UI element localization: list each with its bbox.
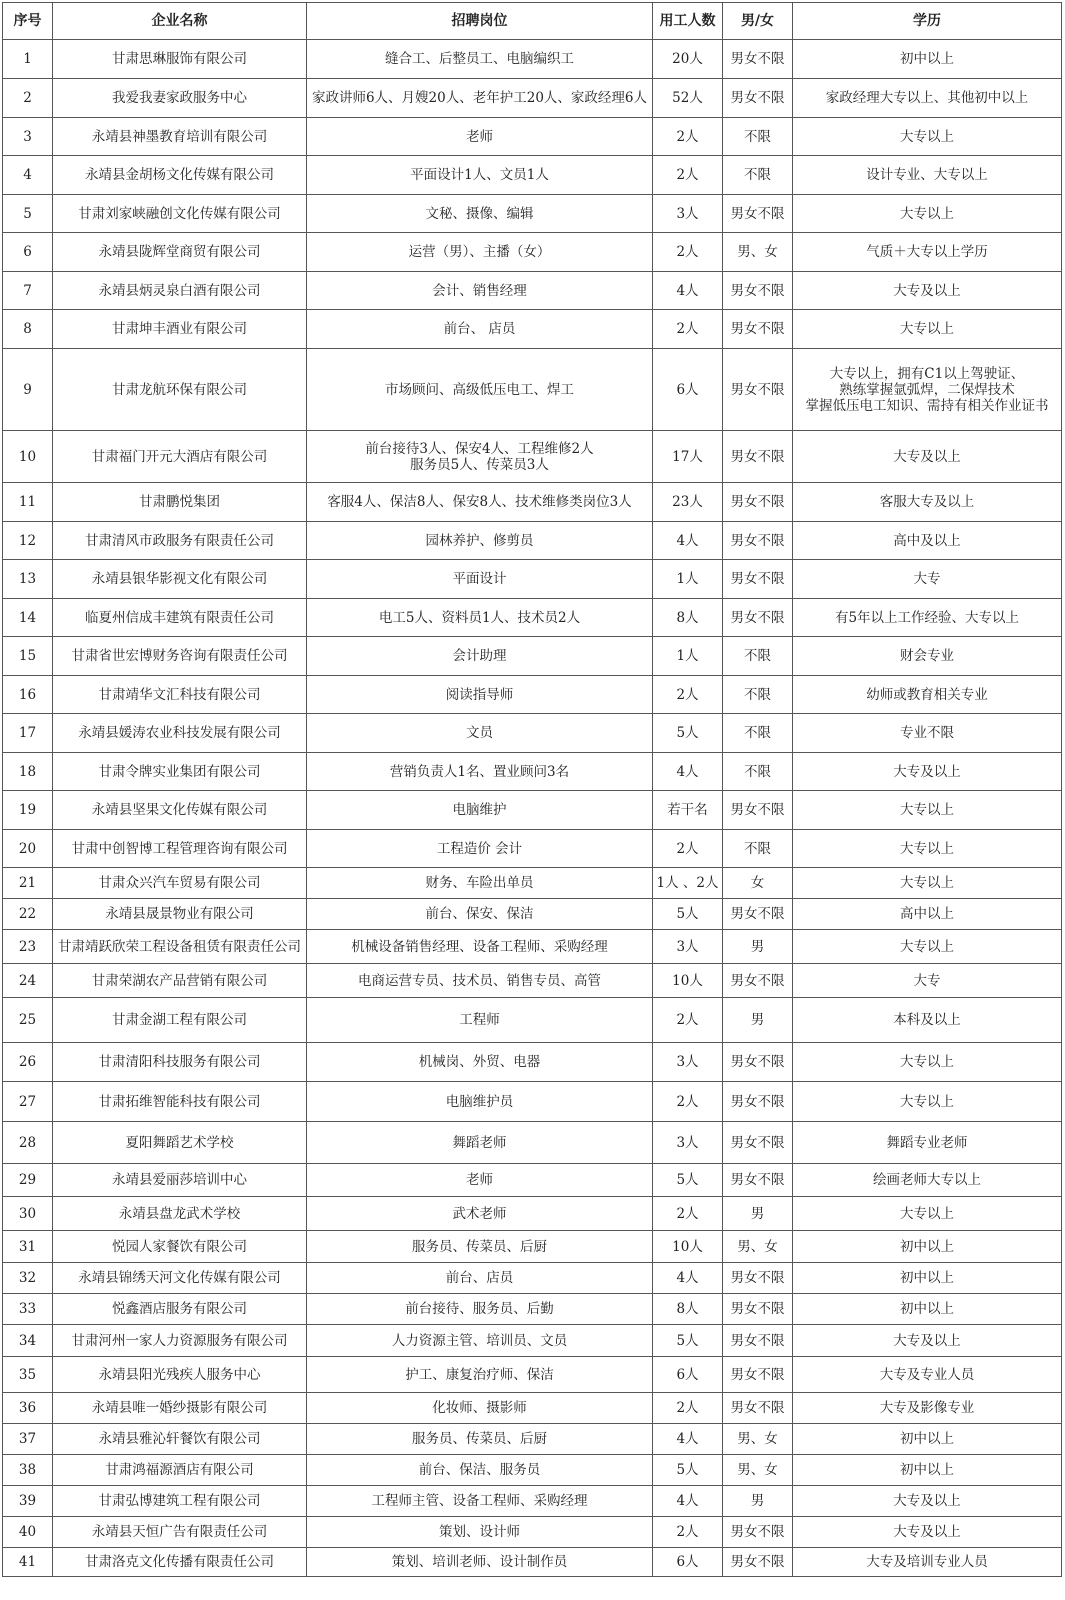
- cell-position: 文员: [307, 714, 653, 753]
- cell-education: 家政经理大专以上、其他初中以上: [793, 79, 1062, 118]
- cell-index: 5: [3, 195, 53, 233]
- cell-position: 电商运营专员、技术员、销售专员、高管: [307, 964, 653, 998]
- cell-education: 初中以上: [793, 1424, 1062, 1455]
- cell-company: 甘肃荣湖农产品营销有限公司: [53, 964, 307, 998]
- cell-index: 21: [3, 868, 53, 899]
- cell-index: 28: [3, 1122, 53, 1164]
- cell-company: 甘肃坤丰酒业有限公司: [53, 310, 307, 349]
- cell-index: 23: [3, 930, 53, 964]
- cell-index: 37: [3, 1424, 53, 1455]
- cell-headcount: 10人: [653, 1231, 723, 1263]
- cell-gender: 男、女: [723, 1455, 793, 1486]
- cell-headcount: 4人: [653, 1486, 723, 1517]
- table-row: [3, 522, 1062, 560]
- cell-headcount: 2人: [653, 118, 723, 156]
- cell-position: 人力资源主管、培训员、文员: [307, 1325, 653, 1357]
- cell-education: 大专以上: [793, 1197, 1062, 1231]
- cell-headcount: 3人: [653, 930, 723, 964]
- cell-index: 40: [3, 1517, 53, 1548]
- cell-position: 家政讲师6人、月嫂20人、老年护工20人、家政经理6人: [307, 79, 653, 118]
- cell-gender: 男女不限: [723, 1548, 793, 1577]
- cell-gender: 男女不限: [723, 349, 793, 431]
- table-row: [3, 1517, 1062, 1548]
- cell-headcount: 2人: [653, 830, 723, 868]
- cell-position: 会计、销售经理: [307, 272, 653, 310]
- cell-headcount: 若干名: [653, 791, 723, 830]
- cell-gender: 男: [723, 1486, 793, 1517]
- cell-index: 18: [3, 753, 53, 791]
- table-row: [3, 1393, 1062, 1424]
- cell-gender: 男女不限: [723, 195, 793, 233]
- table-row: [3, 79, 1062, 118]
- cell-company: 悦鑫酒店服务有限公司: [53, 1294, 307, 1325]
- table-row: [3, 1164, 1062, 1197]
- cell-headcount: 3人: [653, 1122, 723, 1164]
- cell-company: 甘肃思琳服饰有限公司: [53, 40, 307, 79]
- cell-company: 我爱我妻家政服务中心: [53, 79, 307, 118]
- cell-education: 大专及以上: [793, 1517, 1062, 1548]
- cell-position: 缝合工、后整员工、电脑编织工: [307, 40, 653, 79]
- cell-headcount: 2人: [653, 233, 723, 272]
- table-row: [3, 1231, 1062, 1263]
- cell-index: 34: [3, 1325, 53, 1357]
- cell-position: 阅读指导师: [307, 676, 653, 714]
- table-row: [3, 233, 1062, 272]
- table-row: [3, 753, 1062, 791]
- cell-index: 33: [3, 1294, 53, 1325]
- cell-education: 大专以上: [793, 195, 1062, 233]
- cell-index: 10: [3, 431, 53, 483]
- cell-headcount: 4人: [653, 1263, 723, 1294]
- cell-position: 策划、设计师: [307, 1517, 653, 1548]
- cell-company: 甘肃省世宏博财务咨询有限责任公司: [53, 637, 307, 676]
- cell-gender: 男女不限: [723, 1393, 793, 1424]
- cell-education: 大专: [793, 560, 1062, 599]
- cell-gender: 不限: [723, 714, 793, 753]
- header-gender: 男/女: [723, 3, 793, 40]
- cell-education: 大专以上: [793, 310, 1062, 349]
- cell-position: 前台、 店员: [307, 310, 653, 349]
- cell-gender: 男女不限: [723, 483, 793, 522]
- cell-education: 初中以上: [793, 40, 1062, 79]
- table-row: [3, 676, 1062, 714]
- table-row: [3, 868, 1062, 899]
- cell-headcount: 2人: [653, 1517, 723, 1548]
- cell-index: 26: [3, 1043, 53, 1082]
- cell-gender: 男女不限: [723, 310, 793, 349]
- cell-company: 永靖县爱丽莎培训中心: [53, 1164, 307, 1197]
- cell-index: 22: [3, 899, 53, 930]
- cell-position: 化妆师、摄影师: [307, 1393, 653, 1424]
- cell-education: 本科及以上: [793, 998, 1062, 1043]
- cell-gender: 男女不限: [723, 1164, 793, 1197]
- cell-gender: 男女不限: [723, 431, 793, 483]
- cell-headcount: 10人: [653, 964, 723, 998]
- cell-gender: 男: [723, 1197, 793, 1231]
- cell-headcount: 3人: [653, 195, 723, 233]
- cell-company: 夏阳舞蹈艺术学校: [53, 1122, 307, 1164]
- cell-headcount: 4人: [653, 753, 723, 791]
- cell-headcount: 5人: [653, 1325, 723, 1357]
- cell-company: 甘肃靖华文汇科技有限公司: [53, 676, 307, 714]
- cell-education: 舞蹈专业老师: [793, 1122, 1062, 1164]
- cell-company: 甘肃河州一家人力资源服务有限公司: [53, 1325, 307, 1357]
- cell-gender: 男女不限: [723, 1517, 793, 1548]
- cell-company: 临夏州信成丰建筑有限责任公司: [53, 599, 307, 637]
- cell-headcount: 5人: [653, 714, 723, 753]
- cell-headcount: 6人: [653, 349, 723, 431]
- cell-company: 永靖县唯一婚纱摄影有限公司: [53, 1393, 307, 1424]
- cell-education: 大专以上: [793, 791, 1062, 830]
- cell-education: 初中以上: [793, 1263, 1062, 1294]
- cell-company: 甘肃令牌实业集团有限公司: [53, 753, 307, 791]
- table-row: [3, 1455, 1062, 1486]
- table-row: [3, 1122, 1062, 1164]
- cell-company: 甘肃清阳科技服务有限公司: [53, 1043, 307, 1082]
- cell-company: 永靖县银华影视文化有限公司: [53, 560, 307, 599]
- cell-company: 甘肃弘博建筑工程有限公司: [53, 1486, 307, 1517]
- cell-company: 永靖县媛涛农业科技发展有限公司: [53, 714, 307, 753]
- cell-index: 38: [3, 1455, 53, 1486]
- cell-education: 大专及以上: [793, 753, 1062, 791]
- cell-index: 24: [3, 964, 53, 998]
- cell-gender: 男女不限: [723, 899, 793, 930]
- cell-education: 大专以上，拥有C1以上驾驶证、 熟练掌握氩弧焊，二保焊技术 掌握低压电工知识、需持有相关作业证书: [793, 349, 1062, 431]
- cell-position: 电脑维护: [307, 791, 653, 830]
- cell-position: 市场顾问、高级低压电工、焊工: [307, 349, 653, 431]
- cell-company: 甘肃洛克文化传播有限责任公司: [53, 1548, 307, 1577]
- cell-headcount: 1人 、2人: [653, 868, 723, 899]
- cell-position: 会计助理: [307, 637, 653, 676]
- cell-headcount: 4人: [653, 272, 723, 310]
- cell-company: 永靖县阳光残疾人服务中心: [53, 1357, 307, 1393]
- cell-gender: 男女不限: [723, 1357, 793, 1393]
- cell-company: 永靖县雅沁轩餐饮有限公司: [53, 1424, 307, 1455]
- cell-position: 客服4人、保洁8人、保安8人、技术维修类岗位3人: [307, 483, 653, 522]
- cell-headcount: 1人: [653, 637, 723, 676]
- cell-gender: 男、女: [723, 1424, 793, 1455]
- cell-position: 机械岗、外贸、电器: [307, 1043, 653, 1082]
- cell-education: 气质＋大专以上学历: [793, 233, 1062, 272]
- cell-company: 永靖县天恒广告有限责任公司: [53, 1517, 307, 1548]
- cell-headcount: 5人: [653, 1164, 723, 1197]
- cell-education: 财会专业: [793, 637, 1062, 676]
- cell-company: 永靖县晟景物业有限公司: [53, 899, 307, 930]
- cell-gender: 不限: [723, 156, 793, 195]
- cell-position: 前台接待、服务员、后勤: [307, 1294, 653, 1325]
- cell-company: 永靖县炳灵泉白酒有限公司: [53, 272, 307, 310]
- cell-index: 36: [3, 1393, 53, 1424]
- cell-company: 甘肃金湖工程有限公司: [53, 998, 307, 1043]
- cell-index: 3: [3, 118, 53, 156]
- cell-position: 园林养护、修剪员: [307, 522, 653, 560]
- cell-index: 1: [3, 40, 53, 79]
- table-row: [3, 998, 1062, 1043]
- header-education: 学历: [793, 3, 1062, 40]
- cell-company: 永靖县盘龙武术学校: [53, 1197, 307, 1231]
- cell-gender: 女: [723, 868, 793, 899]
- cell-index: 13: [3, 560, 53, 599]
- cell-headcount: 6人: [653, 1548, 723, 1577]
- cell-position: 前台接待3人、保安4人、工程维修2人 服务员5人、传菜员3人: [307, 431, 653, 483]
- cell-education: 大专及影像专业: [793, 1393, 1062, 1424]
- cell-company: 甘肃刘家峡融创文化传媒有限公司: [53, 195, 307, 233]
- cell-position: 前台、保洁、服务员: [307, 1455, 653, 1486]
- cell-education: 大专以上: [793, 1043, 1062, 1082]
- cell-headcount: 2人: [653, 1393, 723, 1424]
- cell-position: 财务、车险出单员: [307, 868, 653, 899]
- cell-gender: 男女不限: [723, 40, 793, 79]
- cell-gender: 男女不限: [723, 1294, 793, 1325]
- cell-headcount: 20人: [653, 40, 723, 79]
- cell-index: 35: [3, 1357, 53, 1393]
- table-row: [3, 791, 1062, 830]
- cell-education: 大专及培训专业人员: [793, 1548, 1062, 1577]
- cell-position: 策划、培训老师、设计制作员: [307, 1548, 653, 1577]
- cell-headcount: 6人: [653, 1357, 723, 1393]
- table-row: [3, 431, 1062, 483]
- cell-gender: 男女不限: [723, 79, 793, 118]
- table-row: [3, 1325, 1062, 1357]
- cell-education: 大专及以上: [793, 1486, 1062, 1517]
- cell-company: 甘肃鸿福源酒店有限公司: [53, 1455, 307, 1486]
- cell-index: 14: [3, 599, 53, 637]
- cell-position: 平面设计: [307, 560, 653, 599]
- table-row: [3, 599, 1062, 637]
- cell-headcount: 2人: [653, 1197, 723, 1231]
- cell-position: 前台、保安、保洁: [307, 899, 653, 930]
- cell-index: 2: [3, 79, 53, 118]
- cell-education: 绘画老师大专以上: [793, 1164, 1062, 1197]
- table-row: [3, 195, 1062, 233]
- cell-index: 8: [3, 310, 53, 349]
- cell-position: 电工5人、资料员1人、技术员2人: [307, 599, 653, 637]
- cell-position: 工程师主管、设备工程师、采购经理: [307, 1486, 653, 1517]
- recruitment-table: [2, 2, 1062, 1577]
- cell-headcount: 2人: [653, 156, 723, 195]
- header-row: [3, 3, 1062, 40]
- cell-company: 永靖县神墨教育培训有限公司: [53, 118, 307, 156]
- table-row: [3, 483, 1062, 522]
- cell-gender: 不限: [723, 753, 793, 791]
- table-row: [3, 1263, 1062, 1294]
- header-company: 企业名称: [53, 3, 307, 40]
- cell-gender: 男女不限: [723, 1043, 793, 1082]
- table-row: [3, 156, 1062, 195]
- cell-index: 27: [3, 1082, 53, 1122]
- table-row: [3, 830, 1062, 868]
- cell-education: 大专以上: [793, 830, 1062, 868]
- cell-gender: 男女不限: [723, 791, 793, 830]
- table-row: [3, 1357, 1062, 1393]
- cell-position: 服务员、传菜员、后厨: [307, 1424, 653, 1455]
- cell-gender: 不限: [723, 118, 793, 156]
- cell-headcount: 17人: [653, 431, 723, 483]
- cell-gender: 不限: [723, 830, 793, 868]
- cell-company: 甘肃中创智博工程管理咨询有限公司: [53, 830, 307, 868]
- cell-headcount: 5人: [653, 899, 723, 930]
- cell-education: 专业不限: [793, 714, 1062, 753]
- cell-index: 17: [3, 714, 53, 753]
- cell-position: 服务员、传菜员、后厨: [307, 1231, 653, 1263]
- table-row: [3, 349, 1062, 431]
- cell-gender: 男女不限: [723, 1263, 793, 1294]
- cell-education: 大专及专业人员: [793, 1357, 1062, 1393]
- table-row: [3, 964, 1062, 998]
- cell-headcount: 5人: [653, 1455, 723, 1486]
- cell-education: 大专: [793, 964, 1062, 998]
- cell-gender: 男女不限: [723, 964, 793, 998]
- cell-gender: 男女不限: [723, 560, 793, 599]
- table-row: [3, 272, 1062, 310]
- cell-company: 甘肃鹏悦集团: [53, 483, 307, 522]
- cell-education: 初中以上: [793, 1231, 1062, 1263]
- cell-index: 9: [3, 349, 53, 431]
- cell-headcount: 4人: [653, 1424, 723, 1455]
- header-position: 招聘岗位: [307, 3, 653, 40]
- cell-position: 前台、店员: [307, 1263, 653, 1294]
- cell-company: 永靖县金胡杨文化传媒有限公司: [53, 156, 307, 195]
- cell-index: 29: [3, 1164, 53, 1197]
- cell-index: 31: [3, 1231, 53, 1263]
- cell-index: 11: [3, 483, 53, 522]
- cell-gender: 男: [723, 930, 793, 964]
- cell-position: 电脑维护员: [307, 1082, 653, 1122]
- cell-headcount: 3人: [653, 1043, 723, 1082]
- cell-headcount: 23人: [653, 483, 723, 522]
- cell-company: 悦园人家餐饮有限公司: [53, 1231, 307, 1263]
- cell-education: 大专以上: [793, 1082, 1062, 1122]
- cell-index: 12: [3, 522, 53, 560]
- cell-index: 20: [3, 830, 53, 868]
- cell-headcount: 52人: [653, 79, 723, 118]
- table-row: [3, 118, 1062, 156]
- cell-education: 初中以上: [793, 1455, 1062, 1486]
- cell-headcount: 2人: [653, 998, 723, 1043]
- cell-education: 大专及以上: [793, 1325, 1062, 1357]
- table-row: [3, 899, 1062, 930]
- cell-position: 武术老师: [307, 1197, 653, 1231]
- cell-position: 工程师: [307, 998, 653, 1043]
- cell-gender: 男: [723, 998, 793, 1043]
- cell-education: 大专以上: [793, 868, 1062, 899]
- cell-company: 永靖县陇辉堂商贸有限公司: [53, 233, 307, 272]
- cell-gender: 男女不限: [723, 599, 793, 637]
- table-row: [3, 930, 1062, 964]
- header-index: 序号: [3, 3, 53, 40]
- cell-company: 甘肃众兴汽车贸易有限公司: [53, 868, 307, 899]
- cell-education: 设计专业、大专以上: [793, 156, 1062, 195]
- cell-position: 护工、康复治疗师、保洁: [307, 1357, 653, 1393]
- header-headcount: 用工人数: [653, 3, 723, 40]
- cell-index: 7: [3, 272, 53, 310]
- cell-headcount: 1人: [653, 560, 723, 599]
- cell-education: 高中及以上: [793, 522, 1062, 560]
- cell-company: 甘肃龙航环保有限公司: [53, 349, 307, 431]
- cell-education: 大专以上: [793, 118, 1062, 156]
- cell-index: 41: [3, 1548, 53, 1577]
- table-row: [3, 40, 1062, 79]
- cell-index: 6: [3, 233, 53, 272]
- cell-company: 甘肃靖跃欣荣工程设备租赁有限责任公司: [53, 930, 307, 964]
- table-row: [3, 1082, 1062, 1122]
- cell-education: 初中以上: [793, 1294, 1062, 1325]
- cell-position: 平面设计1人、文员1人: [307, 156, 653, 195]
- cell-position: 营销负责人1名、置业顾问3名: [307, 753, 653, 791]
- cell-gender: 男女不限: [723, 1082, 793, 1122]
- cell-position: 机械设备销售经理、设备工程师、采购经理: [307, 930, 653, 964]
- table-row: [3, 1548, 1062, 1577]
- cell-company: 甘肃拓维智能科技有限公司: [53, 1082, 307, 1122]
- cell-gender: 男女不限: [723, 1325, 793, 1357]
- cell-position: 运营（男）、主播（女）: [307, 233, 653, 272]
- cell-education: 幼师或教育相关专业: [793, 676, 1062, 714]
- cell-education: 有5年以上工作经验、大专以上: [793, 599, 1062, 637]
- cell-education: 大专以上: [793, 930, 1062, 964]
- cell-company: 甘肃清风市政服务有限责任公司: [53, 522, 307, 560]
- cell-headcount: 2人: [653, 310, 723, 349]
- cell-company: 永靖县坚果文化传媒有限公司: [53, 791, 307, 830]
- cell-education: 客服大专及以上: [793, 483, 1062, 522]
- table-row: [3, 560, 1062, 599]
- table-row: [3, 310, 1062, 349]
- cell-position: 文秘、摄像、编辑: [307, 195, 653, 233]
- cell-gender: 男女不限: [723, 1122, 793, 1164]
- table-body: [3, 40, 1062, 1577]
- cell-index: 39: [3, 1486, 53, 1517]
- table-row: [3, 1043, 1062, 1082]
- cell-gender: 男、女: [723, 233, 793, 272]
- cell-index: 4: [3, 156, 53, 195]
- cell-education: 高中以上: [793, 899, 1062, 930]
- cell-index: 25: [3, 998, 53, 1043]
- cell-gender: 男、女: [723, 1231, 793, 1263]
- cell-gender: 男女不限: [723, 522, 793, 560]
- cell-position: 工程造价 会计: [307, 830, 653, 868]
- table-row: [3, 1197, 1062, 1231]
- cell-position: 老师: [307, 1164, 653, 1197]
- cell-gender: 不限: [723, 676, 793, 714]
- cell-education: 大专及以上: [793, 431, 1062, 483]
- table-row: [3, 1424, 1062, 1455]
- cell-gender: 男女不限: [723, 272, 793, 310]
- cell-company: 甘肃福门开元大酒店有限公司: [53, 431, 307, 483]
- cell-position: 老师: [307, 118, 653, 156]
- cell-headcount: 4人: [653, 522, 723, 560]
- cell-index: 15: [3, 637, 53, 676]
- cell-education: 大专及以上: [793, 272, 1062, 310]
- cell-index: 19: [3, 791, 53, 830]
- cell-index: 16: [3, 676, 53, 714]
- cell-company: 永靖县锦绣天河文化传媒有限公司: [53, 1263, 307, 1294]
- table-row: [3, 1294, 1062, 1325]
- cell-index: 30: [3, 1197, 53, 1231]
- cell-headcount: 8人: [653, 1294, 723, 1325]
- table-row: [3, 637, 1062, 676]
- cell-headcount: 2人: [653, 1082, 723, 1122]
- table-row: [3, 1486, 1062, 1517]
- cell-position: 舞蹈老师: [307, 1122, 653, 1164]
- cell-index: 32: [3, 1263, 53, 1294]
- cell-headcount: 2人: [653, 676, 723, 714]
- table-row: [3, 714, 1062, 753]
- cell-gender: 不限: [723, 637, 793, 676]
- cell-headcount: 8人: [653, 599, 723, 637]
